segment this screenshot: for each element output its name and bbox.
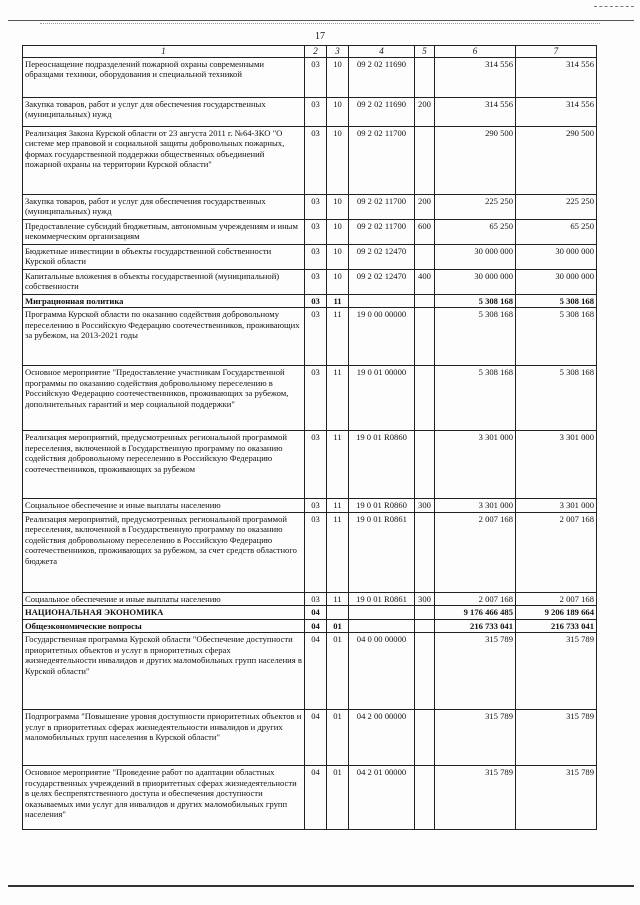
- row-cell-col6: 315 789: [435, 766, 516, 830]
- row-cell-col5: 200: [415, 97, 435, 126]
- row-cell-col4: [349, 606, 415, 619]
- row-name-cell: Переоснащение подразделений пожарной охраны современными образцами техники, оборудования и специальной техникой: [23, 57, 305, 97]
- row-cell-col7: 2 007 168: [516, 512, 597, 592]
- table-body: [23, 57, 597, 829]
- row-cell-col2: 03: [305, 592, 327, 605]
- row-cell-col7: 3 301 000: [516, 499, 597, 512]
- row-cell-col6: 2 007 168: [435, 512, 516, 592]
- corner-mark: [594, 6, 634, 7]
- row-name-cell: Социальное обеспечение и иные выплаты населению: [23, 499, 305, 512]
- row-cell-col4: 09 2 02 11700: [349, 194, 415, 219]
- row-cell-col6: 65 250: [435, 219, 516, 244]
- row-cell-col5: [415, 126, 435, 194]
- row-cell-col4: 09 2 02 11700: [349, 126, 415, 194]
- row-cell-col5: [415, 619, 435, 632]
- row-cell-col4: 19 0 01 R0860: [349, 431, 415, 499]
- table-row: [23, 97, 597, 126]
- row-cell-col2: 04: [305, 606, 327, 619]
- row-cell-col3: 10: [327, 219, 349, 244]
- row-name-cell: Бюджетные инвестиции в объекты государственной собственности Курской области: [23, 244, 305, 269]
- top-dotted-rule: [40, 23, 600, 24]
- table-row: [23, 512, 597, 592]
- table-row: [23, 269, 597, 294]
- row-cell-col7: 314 556: [516, 57, 597, 97]
- table-row: [23, 431, 597, 499]
- row-cell-col5: 200: [415, 194, 435, 219]
- row-name-cell: Реализация мероприятий, предусмотренных региональной программой переселения, включенной в Государственную программу по оказанию содействия добровольному переселению в Российскую Федерацию соотечественников, проживающих за рубежом, за счет средств областного бюджета: [23, 512, 305, 592]
- row-cell-col2: 04: [305, 633, 327, 710]
- row-cell-col2: 03: [305, 219, 327, 244]
- row-cell-col6: 5 308 168: [435, 308, 516, 366]
- row-cell-col4: 09 2 02 12470: [349, 269, 415, 294]
- column-header: 4: [349, 46, 415, 58]
- bottom-rule: [8, 885, 634, 887]
- row-cell-col2: 03: [305, 194, 327, 219]
- row-cell-col5: 300: [415, 592, 435, 605]
- row-cell-col4: 09 2 02 12470: [349, 244, 415, 269]
- table-row: [23, 499, 597, 512]
- row-cell-col6: 5 308 168: [435, 366, 516, 431]
- row-cell-col7: 5 308 168: [516, 366, 597, 431]
- row-cell-col7: 5 308 168: [516, 294, 597, 307]
- row-cell-col3: 10: [327, 194, 349, 219]
- row-name-cell: Программа Курской области по оказанию содействия добровольному переселению в Российскую Федерацию соотечественников, проживающих за рубежом, на 2013-2021 годы: [23, 308, 305, 366]
- row-cell-col5: 300: [415, 499, 435, 512]
- row-name-cell: Основное мероприятие "Предоставление участникам Государственной программы по оказанию содействия добровольному переселению в Российскую Федерацию соотечественников, проживающих за рубежом, дополнительных гарантий и мер социальной поддержки": [23, 366, 305, 431]
- page-number: 17: [315, 31, 325, 42]
- row-cell-col7: 315 789: [516, 710, 597, 766]
- row-cell-col5: 600: [415, 219, 435, 244]
- row-cell-col4: 04 0 00 00000: [349, 633, 415, 710]
- row-cell-col7: 5 308 168: [516, 308, 597, 366]
- row-cell-col4: 09 2 02 11700: [349, 219, 415, 244]
- budget-table: [22, 45, 597, 830]
- row-cell-col6: 315 789: [435, 633, 516, 710]
- row-cell-col4: 09 2 02 11690: [349, 57, 415, 97]
- table-row: [23, 126, 597, 194]
- row-cell-col2: 04: [305, 710, 327, 766]
- row-cell-col3: 10: [327, 57, 349, 97]
- row-cell-col7: 65 250: [516, 219, 597, 244]
- table-row: [23, 366, 597, 431]
- row-cell-col5: [415, 294, 435, 307]
- row-cell-col6: 314 556: [435, 97, 516, 126]
- row-cell-col7: 3 301 000: [516, 431, 597, 499]
- row-cell-col4: 04 2 01 00000: [349, 766, 415, 830]
- row-cell-col5: [415, 710, 435, 766]
- row-name-cell: Реализация Закона Курской области от 23 августа 2011 г. №64-ЗКО "О системе мер правовой и социальной защиты добровольных пожарных, формах государственной поддержки общественных объединений пожарной охраны на территории Курской области": [23, 126, 305, 194]
- row-cell-col6: 30 000 000: [435, 244, 516, 269]
- row-cell-col7: 314 556: [516, 97, 597, 126]
- column-header-row: [23, 46, 597, 58]
- row-cell-col2: 03: [305, 308, 327, 366]
- row-name-cell: Реализация мероприятий, предусмотренных региональной программой переселения, включенной в Государственную программу по оказанию содействия добровольному переселению в Российскую Федерацию соотечественников, проживающих за рубежом: [23, 431, 305, 499]
- row-cell-col2: 03: [305, 57, 327, 97]
- row-cell-col5: [415, 308, 435, 366]
- column-header: 6: [435, 46, 516, 58]
- column-header: 3: [327, 46, 349, 58]
- row-cell-col4: 19 0 01 00000: [349, 366, 415, 431]
- row-cell-col6: 3 301 000: [435, 499, 516, 512]
- row-cell-col2: 04: [305, 619, 327, 632]
- row-cell-col3: 11: [327, 512, 349, 592]
- row-cell-col6: 216 733 041: [435, 619, 516, 632]
- row-cell-col5: [415, 766, 435, 830]
- table-row: [23, 633, 597, 710]
- row-cell-col6: 225 250: [435, 194, 516, 219]
- row-cell-col3: 01: [327, 619, 349, 632]
- row-cell-col4: 09 2 02 11690: [349, 97, 415, 126]
- row-cell-col3: 10: [327, 244, 349, 269]
- row-name-cell: Основное мероприятие "Проведение работ по адаптации областных государственных учреждений в приоритетных сферах жизнедеятельности в целях беспрепятственного доступа и обеспечения доступности оказываемых ими услуг для инвалидов и других маломобильных групп населения": [23, 766, 305, 830]
- row-cell-col5: [415, 244, 435, 269]
- column-header: 2: [305, 46, 327, 58]
- column-header: 1: [23, 46, 305, 58]
- row-name-cell: Подпрограмма "Повышение уровня доступности приоритетных объектов и услуг в приоритетных сферах жизнедеятельности инвалидов и других маломобильных групп населения в Курской области": [23, 710, 305, 766]
- table-row: [23, 219, 597, 244]
- row-cell-col2: 03: [305, 499, 327, 512]
- row-cell-col4: 19 0 01 R0861: [349, 592, 415, 605]
- row-cell-col3: 11: [327, 592, 349, 605]
- row-cell-col2: 03: [305, 431, 327, 499]
- row-cell-col3: 11: [327, 308, 349, 366]
- row-cell-col3: [327, 606, 349, 619]
- row-cell-col7: 225 250: [516, 194, 597, 219]
- row-cell-col2: 03: [305, 512, 327, 592]
- row-cell-col6: 5 308 168: [435, 294, 516, 307]
- table-row: [23, 619, 597, 632]
- row-cell-col7: 30 000 000: [516, 269, 597, 294]
- table-row: [23, 710, 597, 766]
- row-name-cell: Общеэкономические вопросы: [23, 619, 305, 632]
- row-cell-col3: 01: [327, 766, 349, 830]
- row-cell-col4: 19 0 00 00000: [349, 308, 415, 366]
- row-cell-col3: 11: [327, 366, 349, 431]
- row-cell-col3: 11: [327, 431, 349, 499]
- row-cell-col3: 01: [327, 710, 349, 766]
- row-cell-col5: [415, 366, 435, 431]
- row-cell-col3: 01: [327, 633, 349, 710]
- row-cell-col5: 400: [415, 269, 435, 294]
- table-row: [23, 308, 597, 366]
- row-cell-col4: 04 2 00 00000: [349, 710, 415, 766]
- row-cell-col3: 11: [327, 499, 349, 512]
- table-row: [23, 194, 597, 219]
- row-name-cell: Закупка товаров, работ и услуг для обеспечения государственных (муниципальных) нужд: [23, 194, 305, 219]
- row-cell-col3: 10: [327, 126, 349, 194]
- row-cell-col6: 2 007 168: [435, 592, 516, 605]
- row-cell-col5: [415, 57, 435, 97]
- row-cell-col7: 2 007 168: [516, 592, 597, 605]
- top-rule: [8, 20, 634, 21]
- table-row: [23, 244, 597, 269]
- row-cell-col7: 30 000 000: [516, 244, 597, 269]
- row-cell-col3: 11: [327, 294, 349, 307]
- row-cell-col7: 290 500: [516, 126, 597, 194]
- row-cell-col2: 03: [305, 294, 327, 307]
- table-row: [23, 294, 597, 307]
- row-cell-col2: 03: [305, 366, 327, 431]
- row-name-cell: Государственная программа Курской области "Обеспечение доступности приоритетных объектов и услуг в приоритетных сферах жизнедеятельности инвалидов и других маломобильных групп населения в Курской области": [23, 633, 305, 710]
- row-name-cell: Социальное обеспечение и иные выплаты населению: [23, 592, 305, 605]
- row-cell-col6: 3 301 000: [435, 431, 516, 499]
- row-cell-col3: 10: [327, 269, 349, 294]
- row-name-cell: Капитальные вложения в объекты государственной (муниципальной) собственности: [23, 269, 305, 294]
- row-cell-col6: 9 176 466 485: [435, 606, 516, 619]
- row-cell-col7: 315 789: [516, 633, 597, 710]
- row-cell-col6: 314 556: [435, 57, 516, 97]
- row-cell-col4: [349, 619, 415, 632]
- row-cell-col2: 03: [305, 244, 327, 269]
- row-cell-col6: 290 500: [435, 126, 516, 194]
- column-header: 5: [415, 46, 435, 58]
- column-header: 7: [516, 46, 597, 58]
- row-cell-col5: [415, 633, 435, 710]
- row-cell-col5: [415, 512, 435, 592]
- row-cell-col7: 9 206 189 664: [516, 606, 597, 619]
- row-name-cell: Закупка товаров, работ и услуг для обеспечения государственных (муниципальных) нужд: [23, 97, 305, 126]
- table-row: [23, 592, 597, 605]
- row-cell-col2: 03: [305, 126, 327, 194]
- row-cell-col4: [349, 294, 415, 307]
- row-cell-col7: 315 789: [516, 766, 597, 830]
- row-cell-col5: [415, 431, 435, 499]
- row-cell-col4: 19 0 01 R0860: [349, 499, 415, 512]
- row-cell-col7: 216 733 041: [516, 619, 597, 632]
- row-cell-col6: 315 789: [435, 710, 516, 766]
- row-cell-col2: 03: [305, 97, 327, 126]
- table-row: [23, 57, 597, 97]
- row-name-cell: НАЦИОНАЛЬНАЯ ЭКОНОМИКА: [23, 606, 305, 619]
- row-cell-col2: 04: [305, 766, 327, 830]
- row-cell-col5: [415, 606, 435, 619]
- table-row: [23, 606, 597, 619]
- row-name-cell: Миграционная политика: [23, 294, 305, 307]
- row-cell-col2: 03: [305, 269, 327, 294]
- row-cell-col4: 19 0 01 R0861: [349, 512, 415, 592]
- row-cell-col6: 30 000 000: [435, 269, 516, 294]
- row-cell-col3: 10: [327, 97, 349, 126]
- table-row: [23, 766, 597, 830]
- row-name-cell: Предоставление субсидий бюджетным, автономным учреждениям и иным некоммерческим организациям: [23, 219, 305, 244]
